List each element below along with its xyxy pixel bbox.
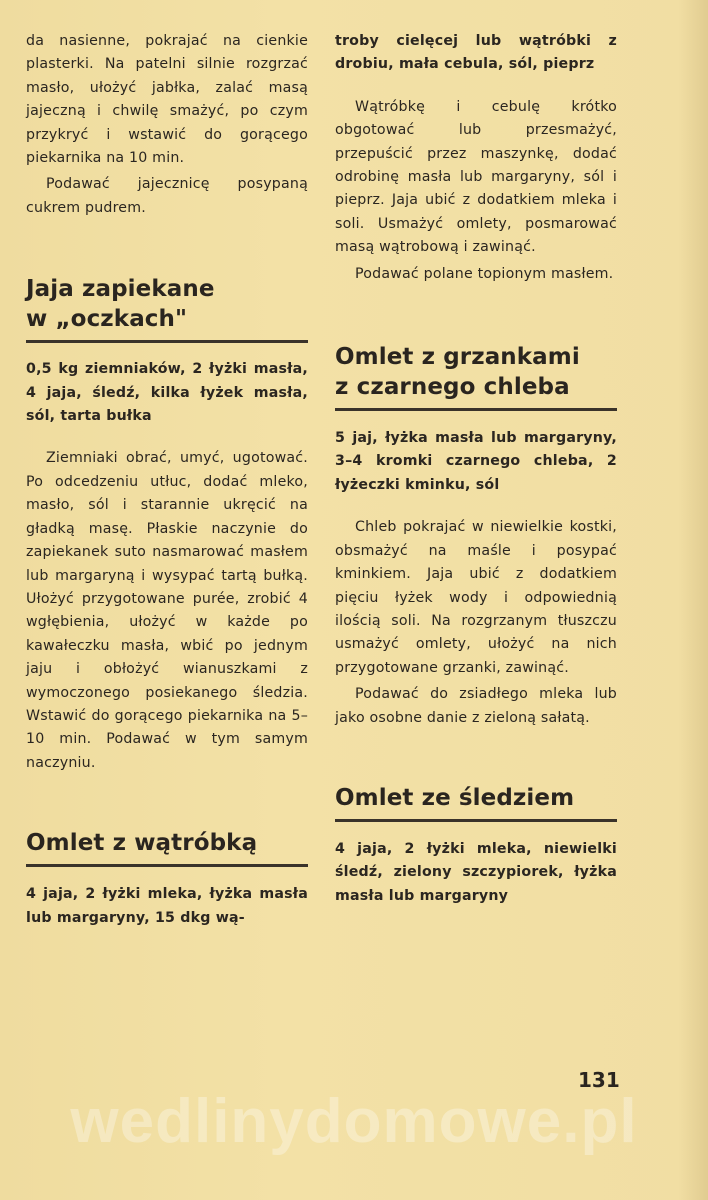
left-paragraph-1: da nasienne, pokrajać na cienkie plasterki. Na patelni silnie rozgrzać masło, ułożyć jabłka, zalać masą jajeczną i chwilę smażyć, po czym przykryć i wstawić do gorącego piekarnika na 10 min. bbox=[26, 33, 308, 167]
right-column bbox=[335, 30, 617, 908]
recipe-serving: Podawać polane topionym masłem. bbox=[355, 265, 614, 282]
left-column bbox=[26, 30, 308, 930]
recipe-title-line-1: Omlet z grzankami bbox=[335, 344, 580, 371]
watermark-text: wedlinydomowe.pl bbox=[70, 1087, 638, 1156]
left-paragraph-2: Podawać jajecznicę posypaną cukrem pudrem. bbox=[26, 176, 308, 216]
recipe-serving: Podawać do zsiadłego mleka lub jako osobne danie z zieloną sałatą. bbox=[335, 686, 617, 726]
recipe-ingredients: 4 jaja, 2 łyżki mleka, łyżka masła lub margaryny, 15 dkg wą- bbox=[26, 886, 308, 926]
recipe-title-jaja-zapiekane bbox=[26, 274, 308, 334]
recipe-title-omlet-z-watrobka: Omlet z wątróbką bbox=[26, 830, 258, 857]
recipe-ingredients-continued: troby cielęcej lub wątróbki z drobiu, mała cebula, sól, pieprz bbox=[335, 33, 617, 73]
recipe-title-omlet-ze-sledziem: Omlet ze śledziem bbox=[335, 784, 575, 811]
page-number: 131 bbox=[578, 1068, 620, 1092]
recipe-title-omlet-z-grzankami bbox=[335, 342, 617, 402]
recipe-method: Ziemniaki obrać, umyć, ugotować. Po odcedzeniu utłuc, dodać mleko, masło, sól i starannie ukręcić na gładką masę. Płaskie naczynie do zapiekanek suto nasmarować masłem lub margaryną i wysypać tartą bułką. Ułożyć przygotowane purée, zrobić 4 wgłębienia, ułożyć w każde po kawałeczku masła, wbić po jednym jaju i obłożyć wianuszkami z wymoczonego posiekanego śledzia. Wstawić do gorącego piekarnika na 5–10 min. Podawać w tym samym naczyniu. bbox=[26, 450, 308, 771]
recipe-title-line-2: z czarnego chleba bbox=[335, 374, 570, 401]
page-edge-shadow bbox=[678, 0, 708, 1200]
recipe-title-line-2: w „oczkach" bbox=[26, 306, 188, 333]
recipe-ingredients: 5 jaj, łyżka masła lub margaryny, 3–4 kromki czarnego chleba, 2 łyżeczki kminku, sól bbox=[335, 430, 617, 493]
recipe-ingredients: 0,5 kg ziemniaków, 2 łyżki masła, 4 jaja, śledź, kilka łyżek masła, sól, tarta bułka bbox=[26, 361, 308, 425]
recipe-title-line-1: Jaja zapiekane bbox=[26, 276, 215, 303]
recipe-ingredients: 4 jaja, 2 łyżki mleka, niewielki śledź, zielony szczypiorek, łyżka masła lub margaryny bbox=[335, 840, 617, 904]
recipe-method: Wątróbkę i cebulę krótko obgotować lub przesmażyć, przepuścić przez maszynkę, dodać odrobinę masła lub margaryny, sól i pieprz. Jaja ubić z dodatkiem mleka i soli. Usmażyć omlety, posmarować masą wątrobową i zawinąć. bbox=[335, 98, 617, 256]
recipe-method: Chleb pokrajać w niewielkie kostki, obsmażyć na maśle i posypać kminkiem. Jaja ubić z dodatkiem pięciu łyżek wody i odpowiednią ilością soli. Na rozgrzanym tłuszczu usmażyć omlety, ułożyć na nich przygotowane grzanki, zawinąć. bbox=[335, 519, 617, 676]
